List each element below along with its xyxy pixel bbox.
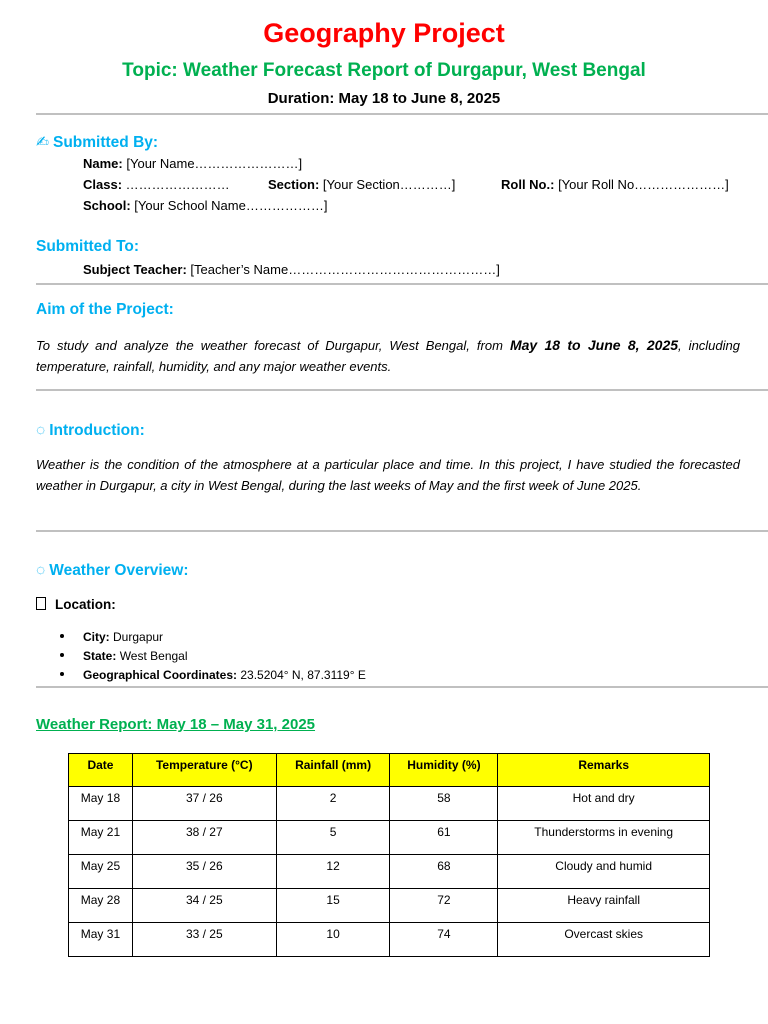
divider — [36, 113, 768, 115]
header-humidity: Humidity (%) — [390, 754, 498, 787]
cell-humidity: 74 — [390, 923, 498, 957]
list-item: City: Durgapur — [60, 628, 366, 647]
cell-temperature: 33 / 25 — [132, 923, 276, 957]
location-subheading — [36, 597, 116, 612]
table-row — [69, 889, 710, 923]
weather-report-table — [68, 753, 710, 957]
page-title: Geography Project — [263, 18, 505, 48]
introduction-heading — [36, 422, 145, 440]
duration-line: Duration: May 18 to June 8, 2025 — [267, 90, 501, 107]
missing-glyph-icon — [36, 597, 46, 610]
cell-humidity: 68 — [390, 855, 498, 889]
introduction-paragraph: Weather is the condition of the atmosphere at a particular place and time. In this project, I have studied the forecasted weather in Durgapur, a city in West Bengal, during the last weeks of May and the first week of June 2025. — [36, 457, 740, 493]
submitted-by-label: Submitted By: — [53, 134, 159, 151]
writing-hand-icon: ✍ — [36, 134, 49, 151]
dotted-circle-icon: ◌ — [36, 562, 46, 579]
cell-humidity: 72 — [390, 889, 498, 923]
teacher-field — [83, 262, 500, 277]
submitted-to-heading: Submitted To: — [36, 238, 140, 255]
school-value: [Your School Name………………] — [134, 198, 328, 213]
introduction-label: Introduction: — [49, 422, 145, 439]
roll-value: [Your Roll No…………………] — [558, 177, 729, 192]
roll-label: Roll No.: — [501, 177, 555, 192]
cell-date: May 31 — [69, 923, 133, 957]
cell-rainfall: 5 — [276, 821, 390, 855]
cell-temperature: 38 / 27 — [132, 821, 276, 855]
location-list — [60, 628, 366, 685]
bullet-icon — [60, 634, 64, 638]
class-label: Class: — [83, 177, 123, 192]
header-remarks: Remarks — [498, 754, 710, 787]
bullet-icon — [60, 653, 64, 657]
class-field — [83, 177, 230, 192]
cell-date: May 21 — [69, 821, 133, 855]
teacher-value: [Teacher’s Name…………………………………………] — [190, 262, 500, 277]
overview-label: Weather Overview: — [49, 562, 189, 579]
class-value: …………………… — [125, 177, 230, 192]
list-item: State: West Bengal — [60, 647, 366, 666]
section-field — [268, 177, 455, 192]
cell-date: May 28 — [69, 889, 133, 923]
name-field — [83, 156, 302, 171]
table-row — [69, 821, 710, 855]
teacher-label: Subject Teacher: — [83, 262, 187, 277]
section-value: [Your Section…………] — [322, 177, 456, 192]
submitted-by-heading — [36, 133, 158, 152]
dotted-circle-icon: ◌ — [36, 422, 46, 439]
cell-date: May 25 — [69, 855, 133, 889]
header-date: Date — [69, 754, 133, 787]
cell-remarks: Overcast skies — [498, 923, 710, 957]
table-row — [69, 855, 710, 889]
divider — [36, 686, 768, 688]
cell-temperature: 35 / 26 — [132, 855, 276, 889]
table-header-row — [69, 754, 710, 787]
aim-paragraph — [36, 335, 740, 377]
divider — [36, 530, 768, 532]
cell-rainfall: 12 — [276, 855, 390, 889]
cell-date: May 18 — [69, 787, 133, 821]
table-row — [69, 923, 710, 957]
topic-heading: Topic: Weather Forecast Report of Durgapur, West Bengal — [122, 60, 646, 81]
cell-humidity: 58 — [390, 787, 498, 821]
location-label: Location: — [55, 597, 116, 612]
cell-remarks: Cloudy and humid — [498, 855, 710, 889]
aim-date-range: May 18 to June 8, 2025 — [509, 337, 679, 353]
overview-heading — [36, 562, 189, 580]
divider — [36, 389, 768, 391]
cell-rainfall: 15 — [276, 889, 390, 923]
list-item: Geographical Coordinates: 23.5204° N, 87.3119° E — [60, 666, 366, 685]
cell-temperature: 37 / 26 — [132, 787, 276, 821]
aim-text-start: To study and analyze the weather forecast of Durgapur, West Bengal, from — [36, 338, 510, 353]
header-rainfall: Rainfall (mm) — [276, 754, 390, 787]
cell-humidity: 61 — [390, 821, 498, 855]
cell-rainfall: 10 — [276, 923, 390, 957]
name-value: [Your Name……………………] — [126, 156, 303, 171]
bullet-icon — [60, 672, 64, 676]
cell-remarks: Thunderstorms in evening — [498, 821, 710, 855]
school-field — [83, 198, 327, 213]
cell-remarks: Hot and dry — [498, 787, 710, 821]
name-label: Name: — [83, 156, 123, 171]
school-label: School: — [83, 198, 131, 213]
cell-temperature: 34 / 25 — [132, 889, 276, 923]
divider — [36, 283, 768, 285]
roll-field — [501, 177, 729, 192]
table-row — [69, 787, 710, 821]
header-temperature: Temperature (°C) — [132, 754, 276, 787]
cell-remarks: Heavy rainfall — [498, 889, 710, 923]
section-label: Section: — [268, 177, 320, 192]
aim-heading: Aim of the Project: — [36, 301, 174, 318]
report-title: Weather Report: May 18 – May 31, 2025 — [36, 716, 316, 733]
aim-text-end: , including temperature, rainfall, humidity, and any major weather events. — [36, 338, 740, 374]
cell-rainfall: 2 — [276, 787, 390, 821]
